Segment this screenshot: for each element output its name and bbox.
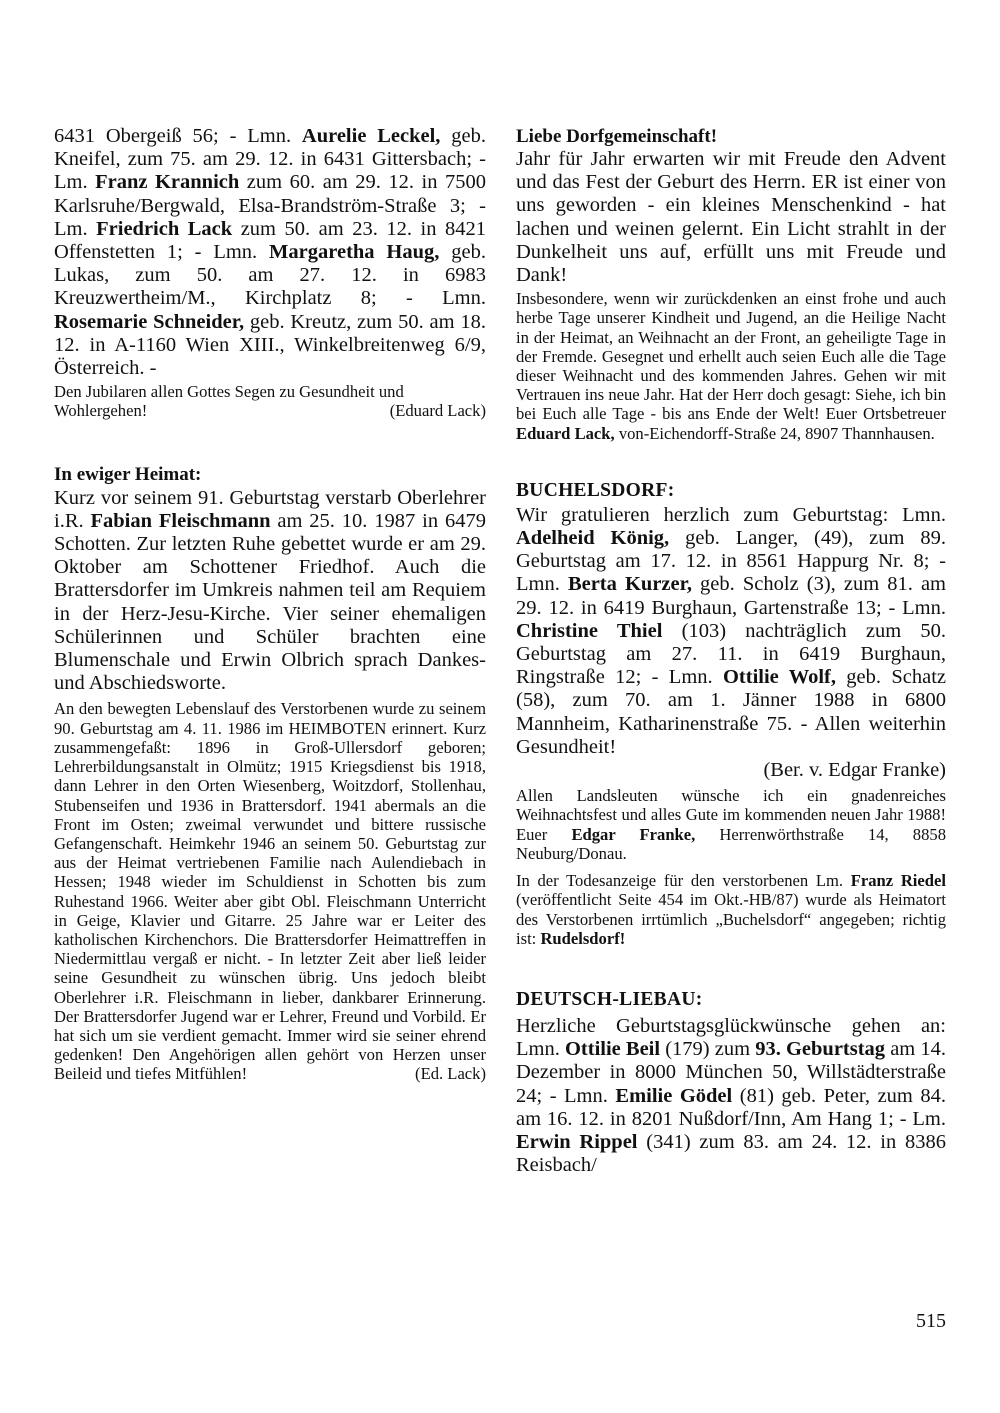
place-name: Rudelsdorf! xyxy=(540,928,626,948)
section-heading-deutsch-liebau: DEUTSCH-LIEBAU: xyxy=(516,988,703,1010)
person-name: Ottilie Wolf, xyxy=(722,666,836,689)
christmas-continuation xyxy=(516,289,946,443)
text-run: geb. Scholz (3), zum 81. am 29. 12. in 6419 Burghaun, Gartenstraße 13; - Lmn. xyxy=(516,573,947,619)
person-name: Berta Kurzer, xyxy=(567,573,692,596)
correction-notice xyxy=(516,871,946,948)
person-name: Erwin Rippel xyxy=(516,1130,638,1153)
person-name: Eduard Lack, xyxy=(516,423,615,443)
text-run: geb. Langer, (49), zum 89. Geburtstag am 17. 12. in 8561 Happurg Nr. 8; - Lmn. xyxy=(516,527,947,596)
text-run: Herzliche Geburtstagsglückwünsche gehen an: Lmn. xyxy=(516,1014,946,1061)
blessing-paragraph xyxy=(54,382,486,420)
text-run: (81) geb. Peter, zum 84. am 16. 12. in 8201 Nußdorf/Inn, Am Hang 1; - Lm. xyxy=(516,1084,946,1130)
obituary-paragraph xyxy=(54,487,486,696)
text-run: geb. Lukas, zum 50. am 27. 12. in 6983 Kreuzwertheim/M., Kirchplatz 8; - Lmn. xyxy=(54,241,486,310)
person-name: Franz Riedel xyxy=(850,871,946,891)
buchelsdorf-birthdays xyxy=(516,504,946,759)
text-run: (179) zum xyxy=(660,1038,756,1061)
person-name: Fabian Fleischmann xyxy=(90,509,271,532)
greeting-heading: Liebe Dorfgemeinschaft! xyxy=(516,126,718,147)
christmas-paragraph: Jahr für Jahr erwarten wir mit Freude den Advent und das Fest der Geburt des Herrn. ER ist einer von uns geworden - ein kleines Menschenkind - hat lachen und weinen gelernt. Ein Licht strahlt in der Dunkelheit uns auf, erfüllt uns mit Freude und Dank! xyxy=(516,148,946,287)
person-name: Margaretha Haug, xyxy=(269,241,440,264)
text-run: Insbesondere, wenn wir zurückdenken an einst frohe und auch herbe Tage unserer Kindheit und Jugend, an die Heilige Nacht in der Heimat, an Weihnacht an der Front, an geheiligte Tage in der Fremde. Gesegnet und erhellt auch seien Euch alle die Tage dieser Weihnacht und des kommenden Jahres. Gehen wir mit Vertrauen ins neue Jahr. Hat der Herr doch gesagt: Siehe, ich bin bei Euch alle Tage - bis ans Ende der Welt! Euer Ortsbetreuer xyxy=(516,289,946,424)
text-run: (103) nachträglich zum 50. Geburtstag am 27. 11. in 6419 Burghaun, Ringstraße 12; - Lmn. xyxy=(516,619,946,689)
text-run: In der Todesanzeige für den verstorbenen Lm. xyxy=(516,871,851,891)
newyear-greeting xyxy=(516,786,946,863)
text-run: 6431 Obergeiß 56; - Lmn. xyxy=(54,125,302,147)
text-run: geb. Kneifel, zum 75. am 29. 12. in 6431 Gittersbach; - Lm. xyxy=(54,125,486,194)
text-run: Wir gratulieren herzlich zum Geburtstag: Lmn. xyxy=(516,503,946,526)
person-name: Christine Thiel xyxy=(516,619,663,642)
text-run: geb. Kreutz, zum 50. am 18. 12. in A-1160 Wien XIII., Winkelbreitenweg 6/9, Österreich. - xyxy=(54,310,486,380)
person-name: Adelheid König, xyxy=(516,527,670,550)
right-column xyxy=(516,125,946,1177)
birthday-list-paragraph xyxy=(54,125,486,380)
deutsch-liebau-birthdays xyxy=(516,1015,946,1177)
biography-paragraph xyxy=(54,699,486,1083)
person-name: Rosemarie Schneider, xyxy=(54,310,245,333)
biography-signature: (Ed. Lack) xyxy=(415,1064,486,1084)
left-column xyxy=(54,125,486,1084)
text-run: Kurz vor seinem 91. Geburtstag verstarb Oberlehrer i.R. xyxy=(54,486,486,532)
obituary-heading: In ewiger Heimat: xyxy=(54,463,202,485)
text-run: geb. Schatz (58), zum 70. am 1. Jänner 1988 in 6800 Mannheim, Katharinenstraße 75. - Allen weiterhin Gesundheit! xyxy=(516,666,946,758)
person-name: Emilie Gödel xyxy=(615,1084,733,1107)
page-number: 515 xyxy=(916,1310,946,1332)
buchelsdorf-signature: (Ber. v. Edgar Franke) xyxy=(763,759,946,782)
text-run: am 14. Dezember in 8000 München 50, Willstädterstraße 24; - Lmn. xyxy=(516,1038,946,1107)
text-run: (341) zum 83. am 24. 12. in 8386 Reisbach/ xyxy=(516,1130,946,1177)
text-run: Allen Landsleuten wünsche ich ein gnadenreiches Weihnachtsfest und alles Gute im kommenden neuen Jahr 1988! Euer xyxy=(516,786,946,844)
birthday-highlight: 93. Geburtstag xyxy=(755,1038,886,1061)
person-name: Edgar Franke, xyxy=(571,824,696,844)
person-name: Franz Krannich xyxy=(95,171,240,194)
person-name: Ottilie Beil xyxy=(564,1038,661,1061)
blessing-text: Den Jubilaren allen Gottes Segen zu Gesundheit und Wohlergehen! xyxy=(54,382,404,421)
person-name: Friedrich Lack xyxy=(96,217,233,240)
text-run: am 25. 10. 1987 in 6479 Schotten. Zur letzten Ruhe gebettet wurde er am 29. Oktober am Schottener Friedhof. Auch die Brattersdorfer im Umkreis nahmen teil am Requiem in der Herz-Jesu-Kirche. Vier seiner ehemaligen Schülerinnen und Schüler brachten eine Blumenschale und Erwin Olbrich sprach Dankes- und Abschiedsworte. xyxy=(54,509,486,695)
person-name: Aurelie Leckel, xyxy=(301,125,441,147)
text-run: Herrenwörthstraße 14, 8858 Neuburg/Donau. xyxy=(516,824,946,863)
text-run: zum 50. am 23. 12. in 8421 Offenstetten 1; - Lmn. xyxy=(54,217,486,264)
blessing-signature: (Eduard Lack) xyxy=(389,401,486,421)
text-run: zum 60. am 29. 12. in 7500 Karlsruhe/Bergwald, Elsa-Brandström-Straße 3; - Lm. xyxy=(54,171,486,240)
text-run: von-Eichendorff-Straße 24, 8907 Thannhausen. xyxy=(614,423,935,443)
biography-text: An den bewegten Lebenslauf des Verstorbenen wurde zu seinem 90. Geburtstag am 4. 11. 1986 im HEIMBOTEN erinnert. Kurz zusammengefaßt: 1896 in Groß-Ullersdorf geboren; Lehrerbildungsanstalt in Olmütz; 1915 Kriegsdienst bis 1918, dann Lehrer in den Orten Wiesenberg, Woitzdorf, Stollenhau, Stubenseifen und 1936 in Brattersdorf. 1941 abermals an die Front im Osten; zweimal verwundet und bittere russische Gefangenschaft. Heimkehr 1946 an seinem 50. Geburtstag zur aus der Heimat vertriebenen Familie nach Aulendiebach in Hessen; 1948 wieder im Schuldienst in Schotten bis zum Ruhestand 1966. Weiter aber gibt Obl. Fleischmann Unterricht in Geige, Klavier und Gitarre. 25 Jahre war er Leiter des katholischen Kirchenchors. Die Brattersdorfer Heimattreffen in Niedermittlau vergaß er nicht. - In letzter Zeit aber ließ leider seine Gesundheit zu wünschen übrig. Uns jedoch bleibt Oberlehrer i.R. Fleischmann in lieber, dankbarer Erinnerung. Der Brattersdorfer Jugend war er Lehrer, Freund und Vorbild. Er hat sich um sie verdient gemacht. Immer wird sie seiner ehrend gedenken! Den Angehörigen allen gehört von Herzen unser Beileid und tiefes Mitfühlen! xyxy=(54,699,486,1084)
text-run: (veröffentlicht Seite 454 im Okt.-HB/87) wurde als Heimatort des Verstorbenen irrtümlich „Buchelsdorf“ angegeben; richtig ist: xyxy=(516,890,946,948)
section-heading-buchelsdorf: BUCHELSDORF: xyxy=(516,479,675,501)
